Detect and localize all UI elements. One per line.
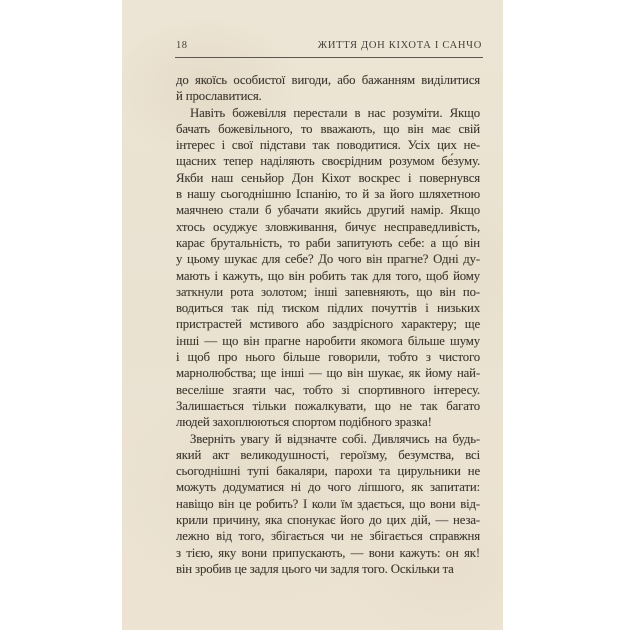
- text-line: можуть додуматися ні до чого ліпшого, як запитати:: [176, 480, 480, 495]
- text-line: водиться так під тиском підлих почуттів і низьких: [176, 301, 480, 316]
- text-line: карає брутальність, то раби запитують себе: а що́ він: [176, 235, 480, 250]
- text-line: Якби наш сеньйор Дон Кіхот воскрес і повернувся: [176, 170, 480, 185]
- text-line: бачать божевільного, то вважають, що він має свій: [176, 121, 480, 136]
- running-title: ЖИТТЯ ДОН КІХОТА І САНЧО: [317, 40, 482, 51]
- text-line: з тією, яку вони припускають, — вони кажуть: он як!: [176, 545, 480, 560]
- text-line: марнолюбства; ще інші — що він шукає, як йому най-: [176, 366, 480, 381]
- text-line: щасних тепер наділяють своєрідним розумом бе́зуму.: [176, 154, 480, 169]
- text-line: інші — що він прагне наробити якомога більше шуму: [176, 333, 480, 348]
- text-line: він зробив це задля цього чи задля того. Оскільки та: [176, 561, 454, 576]
- text-line: мають і кажуть, що він робить так для того, щоб йому: [176, 268, 480, 283]
- text-line: інтерес і свої підстави так поводитися. Усіх цих не-: [176, 138, 480, 153]
- book-page: [122, 0, 503, 630]
- text-line: навіщо він це робить? І коли їм здається, що вони від-: [176, 496, 480, 511]
- text-line: і щоб про нього більше говорили, тобто з чистого: [176, 350, 480, 365]
- text-line: хтось осуджує зловживання, бичує несправедливість,: [176, 219, 480, 234]
- text-line: Зверніть увагу й відзначте собі. Дивлячись на будь-: [190, 431, 480, 446]
- text-line: який акт великодушності, героїзму, безумства, всі: [176, 447, 480, 462]
- text-line: заткнули рота золотом; інші запевняють, що він по-: [176, 284, 480, 299]
- page-header: [176, 38, 482, 52]
- text-line: до якоїсь особистої вигоди, або бажанням виділитися: [176, 73, 480, 87]
- text-line: пристрастей мстивого або заздрісного характеру; ще: [176, 317, 480, 332]
- text-line: веселіше згаяти час, тобто зі спортивного інтересу.: [176, 382, 480, 397]
- text-line: в нашу сьогоднішню Іспанію, то й за його шляхетною: [176, 187, 480, 202]
- text-line: й прославитися.: [176, 89, 262, 104]
- text-line: сьогоднішні тупі бакаляри, парохи та цирульники не: [176, 464, 480, 479]
- page-number: 18: [176, 40, 188, 51]
- body-text: [176, 72, 480, 577]
- text-line: крили причину, яка спонукає його до цих дій, — неза-: [176, 513, 480, 528]
- header-rule: [175, 57, 483, 58]
- text-line: у цьому шукає для себе? До чого він прагне? Одні ду-: [176, 252, 480, 267]
- text-line: Залишається тільки пожалкувати, що не так багато: [176, 398, 480, 413]
- text-line: Навіть божевілля перестали в нас розуміти. Якщо: [190, 105, 480, 120]
- text-line: лежно від того, збігається чи не збігається справжня: [176, 529, 480, 544]
- text-line: людей захоплюються спортом подібного зразка!: [176, 415, 432, 430]
- text-line: маячнею стали б убачати якийсь другий намір. Якщо: [176, 203, 480, 218]
